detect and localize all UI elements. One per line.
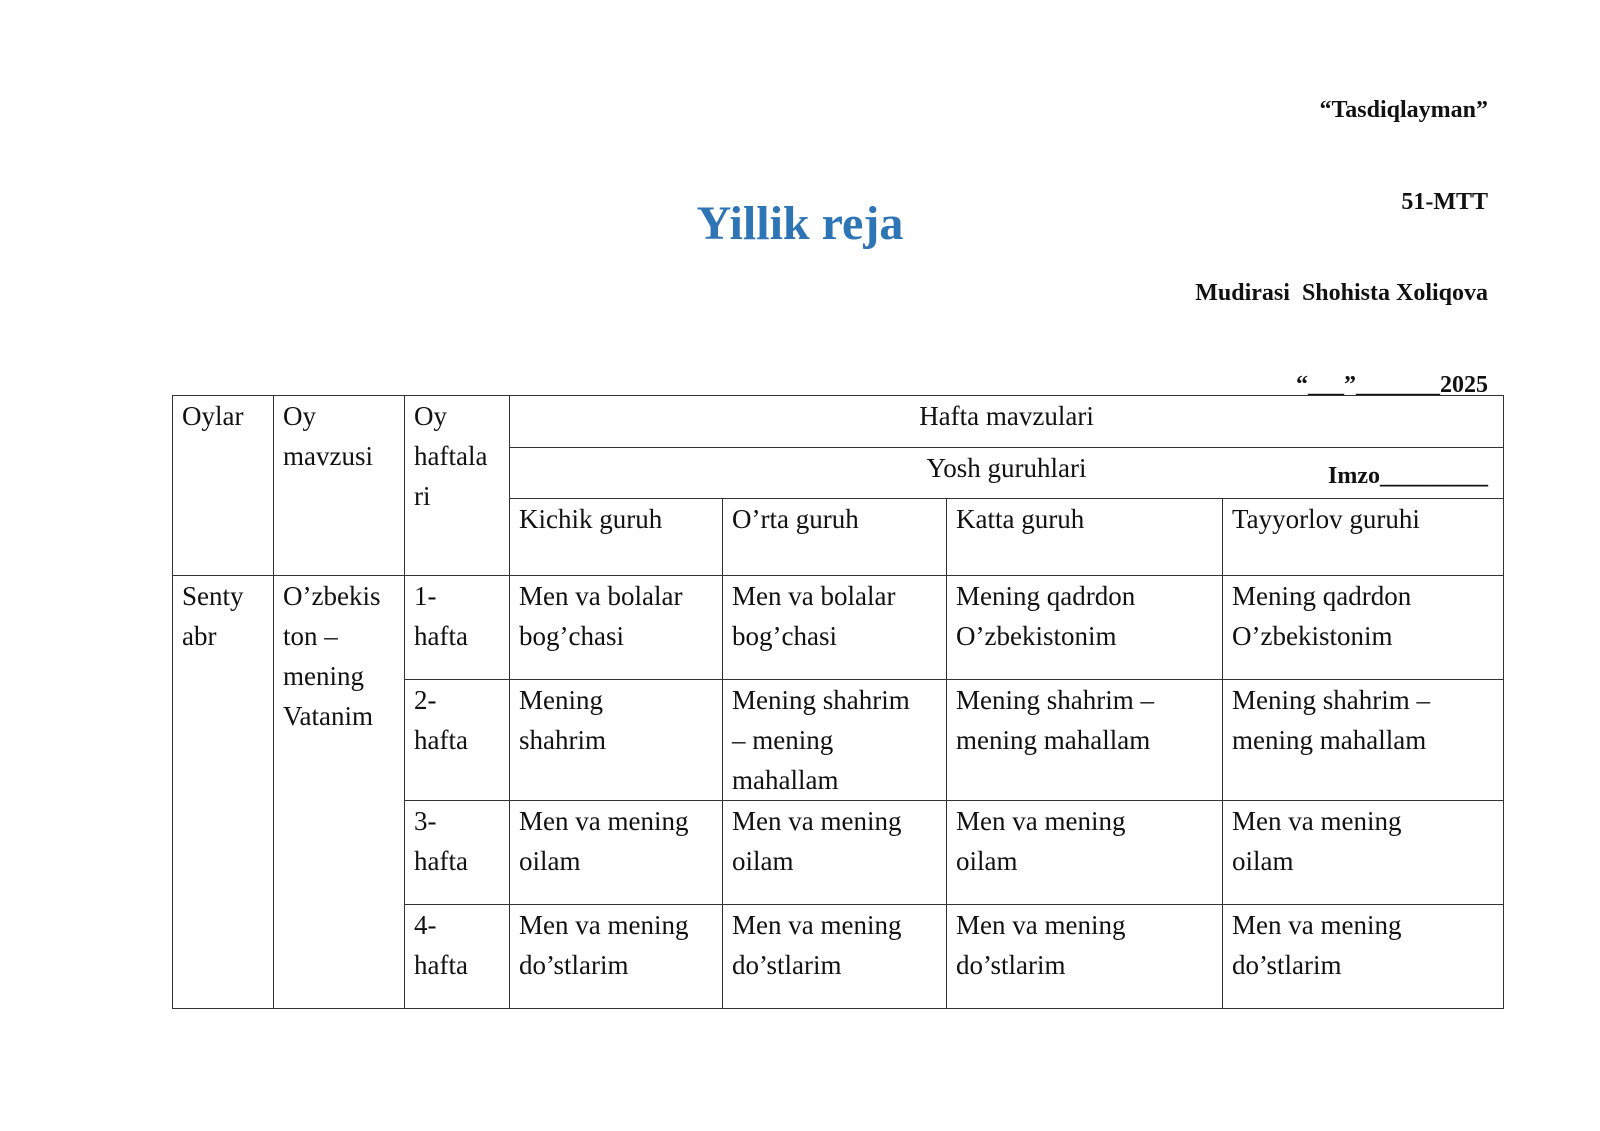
week-cell: 3- hafta <box>405 801 510 905</box>
topic-cell: Mening shahrim – mening mahallam <box>723 680 947 801</box>
header-oy-mavzusi: Oy mavzusi <box>274 396 405 576</box>
signature-line: Imzo_________ <box>1328 463 1488 489</box>
topic-cell: Men va mening oilam <box>723 801 947 905</box>
topic-cell: Men va mening do’stlarim <box>723 905 947 1009</box>
topic-cell: Men va mening do’stlarim <box>510 905 723 1009</box>
topic-cell: Mening shahrim – mening mahallam <box>1223 680 1504 801</box>
page-title: Yillik reja <box>696 197 904 250</box>
topic-cell: Mening shahrim – mening mahallam <box>947 680 1223 801</box>
approval-date: “___”_______2025 <box>1296 371 1488 398</box>
month-topic-cell: O’zbekis ton – mening Vatanim <box>274 576 405 1009</box>
topic-cell: Men va mening oilam <box>1223 801 1504 905</box>
topic-cell: Men va mening oilam <box>947 801 1223 905</box>
topic-cell: Men va bolalar bog’chasi <box>723 576 947 680</box>
header-group: Katta guruh <box>947 499 1223 576</box>
topic-cell: Men va mening do’stlarim <box>1223 905 1504 1009</box>
header-row <box>173 396 1504 448</box>
month-cell: Senty abr <box>173 576 274 1009</box>
approval-heading: “Tasdiqlayman” <box>1319 97 1488 123</box>
week-cell: 4- hafta <box>405 905 510 1009</box>
header-group: Tayyorlov guruhi <box>1223 499 1504 576</box>
table-row <box>173 576 1504 680</box>
header-oylar: Oylar <box>173 396 274 576</box>
topic-cell: Men va bolalar bog’chasi <box>510 576 723 680</box>
header-oy-haftalari: Oy haftala ri <box>405 396 510 576</box>
topic-cell: Mening qadrdon O’zbekistonim <box>1223 576 1504 680</box>
topic-cell: Mening qadrdon O’zbekistonim <box>947 576 1223 680</box>
topic-cell: Mening shahrim <box>510 680 723 801</box>
week-cell: 1- hafta <box>405 576 510 680</box>
institution-name: 51-MTT <box>1401 188 1488 215</box>
week-cell: 2- hafta <box>405 680 510 801</box>
director-name: Mudirasi Shohista Xoliqova <box>1195 280 1488 306</box>
annual-plan-table <box>172 395 1504 1009</box>
header-yosh-guruhlari: Yosh guruhlari <box>510 448 1504 499</box>
header-group: Kichik guruh <box>510 499 723 576</box>
topic-cell: Men va mening do’stlarim <box>947 905 1223 1009</box>
header-group: O’rta guruh <box>723 499 947 576</box>
topic-cell: Men va mening oilam <box>510 801 723 905</box>
header-hafta-mavzulari: Hafta mavzulari <box>510 396 1504 448</box>
